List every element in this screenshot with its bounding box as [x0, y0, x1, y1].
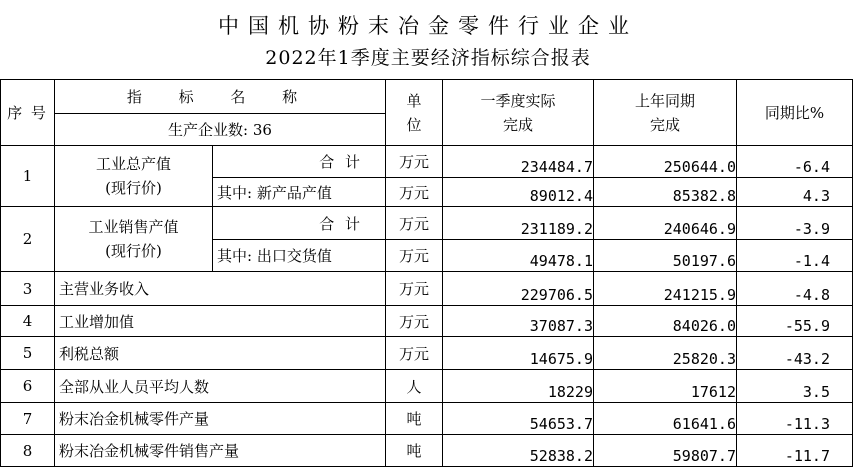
row-number: 3	[1, 272, 55, 306]
row-name: 全部从业人员平均人数	[55, 370, 386, 403]
table-row	[1, 435, 853, 467]
row-unit: 万元	[386, 207, 443, 240]
row-last-year-value: 241215.9	[594, 272, 737, 306]
row-yoy-value: -43.2	[737, 337, 853, 370]
row-yoy-value: -11.3	[737, 403, 853, 435]
row-unit: 万元	[386, 306, 443, 337]
row-unit: 万元	[386, 146, 443, 178]
row-sub-label: 合 计	[213, 207, 386, 240]
header-unit-line1: 单	[406, 91, 422, 110]
header-last-year	[594, 80, 737, 146]
row-yoy-value: 4.3	[737, 178, 853, 207]
row-last-year-value: 50197.6	[594, 240, 737, 272]
header-unit-line2: 位	[406, 115, 422, 134]
row-name-line2: (现行价)	[105, 179, 162, 197]
row-name: 主营业务收入	[55, 272, 386, 306]
row-number: 5	[1, 337, 55, 370]
row-last-year-value: 17612	[594, 370, 737, 403]
row-unit: 人	[386, 370, 443, 403]
header-q1-line2: 完成	[502, 115, 533, 134]
table-row	[1, 337, 853, 370]
row-name	[55, 146, 213, 207]
row-name-line2: (现行价)	[105, 242, 162, 260]
row-name	[55, 207, 213, 272]
header-yoy: 同期比%	[737, 80, 853, 146]
row-last-year-value: 250644.0	[594, 146, 737, 178]
row-number: 8	[1, 435, 55, 467]
row-sub-label: 其中: 出口交货值	[213, 240, 386, 272]
row-name: 工业增加值	[55, 306, 386, 337]
row-last-year-value: 85382.8	[594, 178, 737, 207]
header-row-1	[1, 80, 853, 114]
row-q1-value: 89012.4	[443, 178, 594, 207]
row-name: 利税总额	[55, 337, 386, 370]
row-number: 6	[1, 370, 55, 403]
row-yoy-value: -55.9	[737, 306, 853, 337]
row-unit: 吨	[386, 403, 443, 435]
row-unit: 万元	[386, 272, 443, 306]
row-number: 1	[1, 146, 55, 207]
table-row	[1, 272, 853, 306]
row-yoy-value: -1.4	[737, 240, 853, 272]
header-enterprise-count: 生产企业数: 36	[55, 114, 386, 146]
row-q1-value: 14675.9	[443, 337, 594, 370]
row-number: 7	[1, 403, 55, 435]
row-last-year-value: 84026.0	[594, 306, 737, 337]
header-q1-actual	[443, 80, 594, 146]
report-title-line1: 中国机协粉末冶金零件行业企业	[218, 14, 638, 38]
row-q1-value: 229706.5	[443, 272, 594, 306]
row-unit: 吨	[386, 435, 443, 467]
header-ly-line1: 上年同期	[634, 91, 695, 110]
row-sub-label: 合 计	[213, 146, 386, 178]
row-q1-value: 52838.2	[443, 435, 594, 467]
row-name-line1: 工业销售产值	[88, 218, 179, 236]
row-number: 4	[1, 306, 55, 337]
header-indicator-name: 指 标 名 称	[55, 80, 386, 114]
row-q1-value: 234484.7	[443, 146, 594, 178]
row-yoy-value: -11.7	[737, 435, 853, 467]
row-q1-value: 231189.2	[443, 207, 594, 240]
row-last-year-value: 61641.6	[594, 403, 737, 435]
row-q1-value: 37087.3	[443, 306, 594, 337]
row-name-line1: 工业总产值	[95, 155, 171, 173]
report-title-line2: 2022年1季度主要经济指标综合报表	[265, 47, 591, 69]
header-ly-line2: 完成	[649, 115, 680, 134]
header-q1-line1: 一季度实际	[480, 91, 556, 110]
table-row	[1, 403, 853, 435]
row-number: 2	[1, 207, 55, 272]
row-sub-label: 其中: 新产品产值	[213, 178, 386, 207]
row-yoy-value: 3.5	[737, 370, 853, 403]
row-unit: 万元	[386, 178, 443, 207]
row-unit: 万元	[386, 337, 443, 370]
table-row	[1, 370, 853, 403]
row-yoy-value: -6.4	[737, 146, 853, 178]
table-row	[1, 306, 853, 337]
row-q1-value: 18229	[443, 370, 594, 403]
row-last-year-value: 240646.9	[594, 207, 737, 240]
row-unit: 万元	[386, 240, 443, 272]
row-yoy-value: -3.9	[737, 207, 853, 240]
report-table	[0, 79, 853, 467]
table-row	[1, 207, 853, 240]
row-q1-value: 54653.7	[443, 403, 594, 435]
row-name: 粉末冶金机械零件销售产量	[55, 435, 386, 467]
header-seq: 序 号	[1, 80, 55, 146]
table-row	[1, 146, 853, 178]
row-name: 粉末冶金机械零件产量	[55, 403, 386, 435]
row-last-year-value: 25820.3	[594, 337, 737, 370]
row-last-year-value: 59807.7	[594, 435, 737, 467]
row-yoy-value: -4.8	[737, 272, 853, 306]
row-q1-value: 49478.1	[443, 240, 594, 272]
header-unit	[386, 80, 443, 146]
